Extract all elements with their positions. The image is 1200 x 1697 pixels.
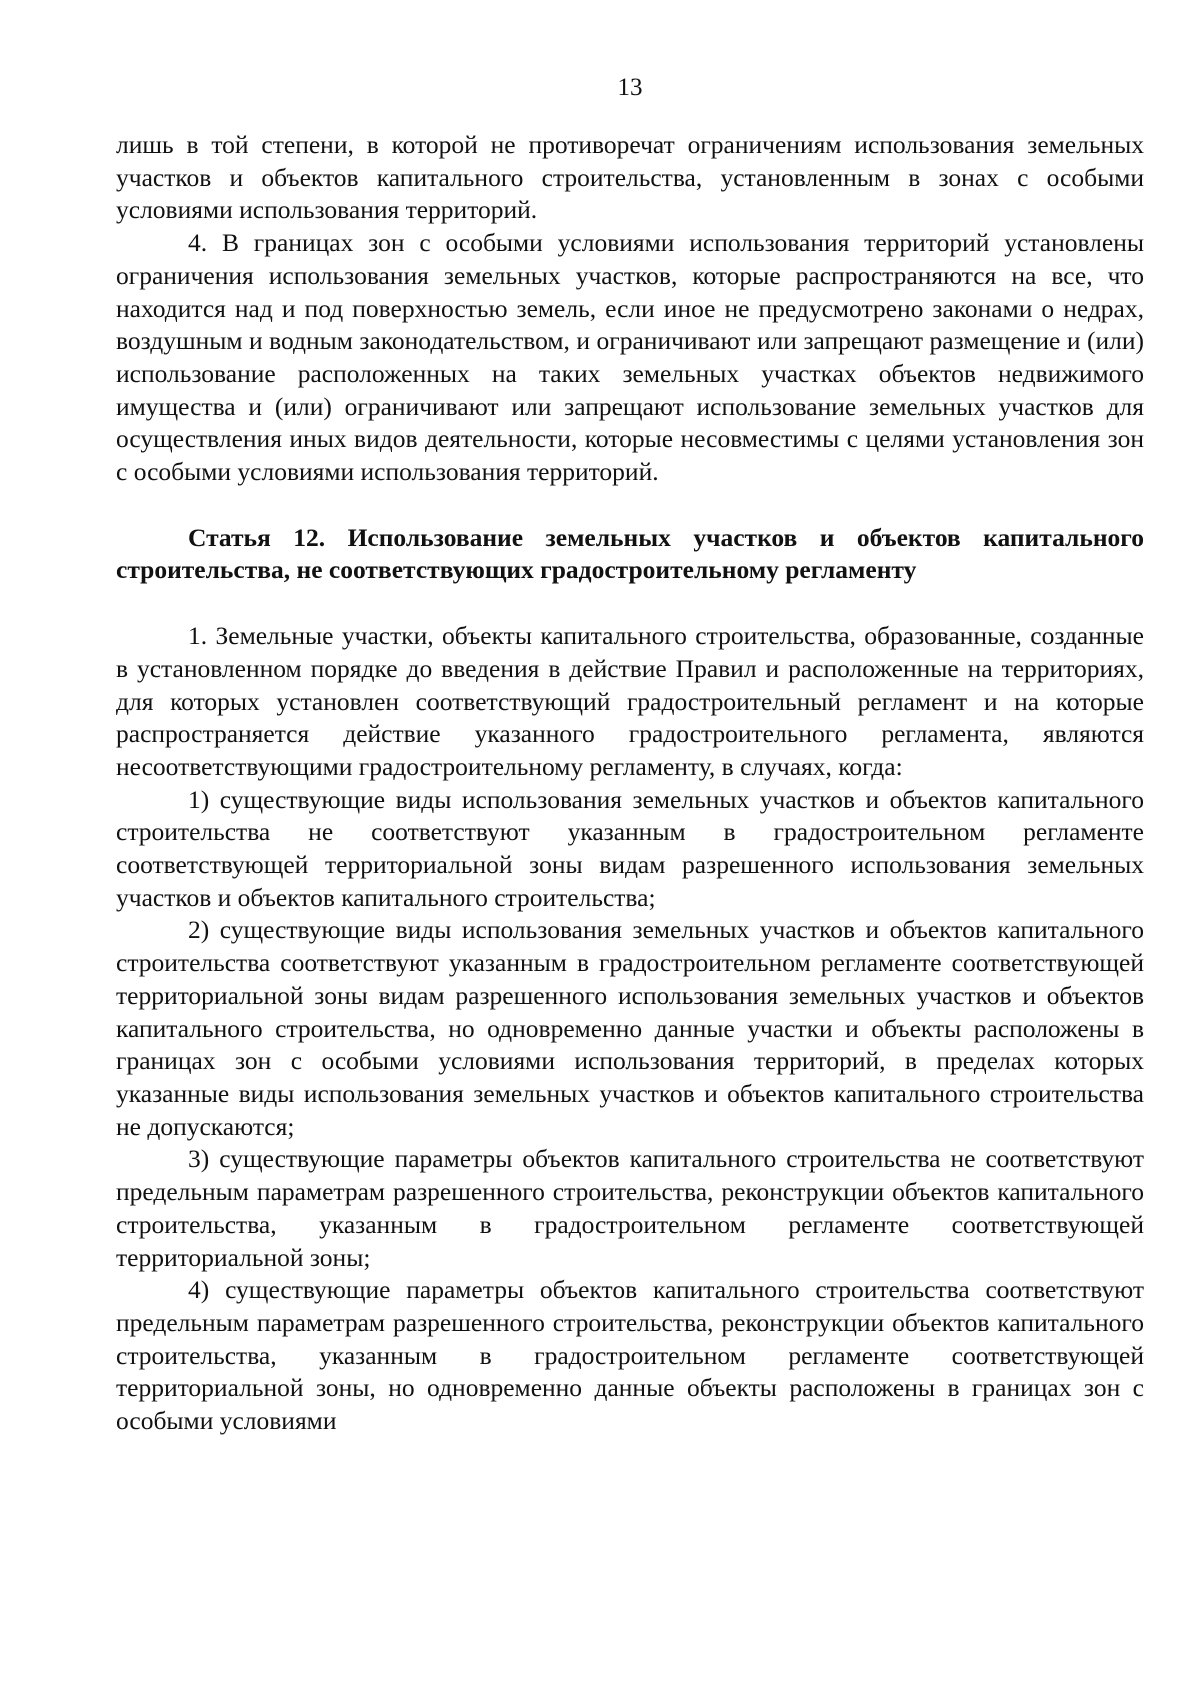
article-12-heading: Статья 12. Использование земельных участков и объектов капитального строительства, не соответствующих градостроительному регламенту — [116, 522, 1144, 585]
list-item-4: 4) существующие параметры объектов капитального строительства соответствуют предельным параметрам разрешенного строительства, реконструкции объектов капитального строительства, указанным в градостроительном регламенте соответствующей территориальной зоны, но одновременно данные объекты расположены в границах зон с особыми условиями — [116, 1275, 1144, 1436]
list-item-1: 1) существующие виды использования земельных участков и объектов капитального строительства не соответствуют указанным в градостроительном регламенте соответствующей территориальной зоны видам разрешенного использования земельных участков и объектов капитального строительства; — [116, 784, 1144, 912]
paragraph-item-4: 4. В границах зон с особыми условиями использования территорий установлены ограничения использования земельных участков, которые распространяются на все, что находится над и под поверхностью земель, если иное не предусмотрено законами о недрах, воздушным и водным законодательством, и ограничивают или запрещают размещение и (или) использование расположенных на таких земельных участках объектов недвижимого имущества и (или) ограничивают или запрещают использование земельных участков для осуществления иных видов деятельности, которые несовместимы с целями установления зон с особыми условиями использования территорий. — [116, 228, 1144, 487]
page-number: 13 — [617, 74, 643, 101]
list-item-3: 3) существующие параметры объектов капитального строительства не соответствуют предельным параметрам разрешенного строительства, реконструкции объектов капитального строительства, указанным в градостроительном регламенте соответствующей территориальной зоны; — [116, 1144, 1144, 1272]
list-item-2: 2) существующие виды использования земельных участков и объектов капитального строительства соответствуют указанным в градостроительном регламенте соответствующей территориальной зоны видам разрешенного использования земельных участков и объектов капитального строительства, но одновременно данные участки и объекты расположены в границах зон с особыми условиями использования территорий, в пределах которых указанные виды использования земельных участков и объектов капитального строительства не допускаются; — [116, 915, 1144, 1141]
paragraph-article-12-point-1: 1. Земельные участки, объекты капитального строительства, образованные, созданные в установленном порядке до введения в действие Правил и расположенные на территориях, для которых установлен соответствующий градостроительный регламент и на которые распространяется действие указанного градостроительного регламента, являются несоответствующими градостроительному регламенту, в случаях, когда: — [116, 621, 1144, 781]
paragraph-continuation: лишь в той степени, в которой не противоречат ограничениям использования земельных участков и объектов капитального строительства, установленным в зонах с особыми условиями использования территорий. — [116, 130, 1144, 225]
document-page — [116, 0, 1144, 1697]
page-content — [116, 129, 1144, 1438]
